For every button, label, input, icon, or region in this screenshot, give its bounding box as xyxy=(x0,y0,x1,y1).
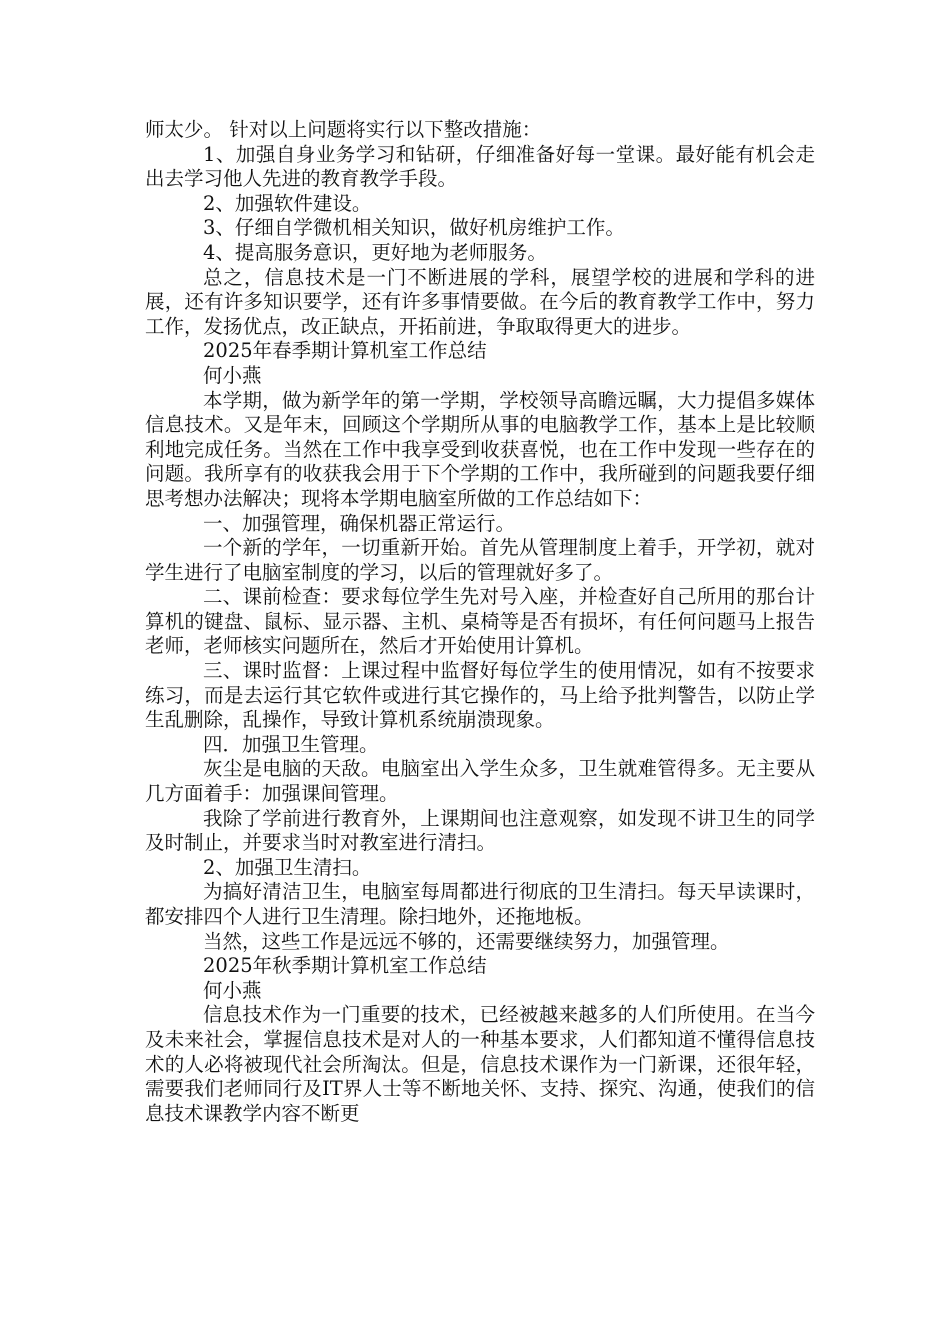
paragraph-spring-closing: 当然，这些工作是远远不够的，还需要继续努力，加强管理。 xyxy=(203,929,730,953)
paragraph-autumn-intro: 信息技术作为一门重要的技术，已经被越来越多的人们所使用。在当今及未来社会，掌握信息技术是对人的一种基本要求，人们都知道不懂得信息技术的人必将被现代社会所淘汰。但是，信息技术课作为一门新课，还很年轻，需要我们老师同行及IT界人士等不断地关怀、支持、探究、沟通，使我们的信息技术课教学内容不断更 xyxy=(145,1003,815,1125)
paragraph-spring-intro: 本学期，做为新学年的第一学期，学校领导高瞻远瞩，大力提倡多媒体信息技术。又是年末，回顾这个学期所从事的电脑教学工作，基本上是比较顺利地完成任务。当然在工作中我享受到收获喜悦，也在工作中发现一些存在的问题。我所享有的收获我会用于下个学期的工作中，我所碰到的问题我要仔细思考想办法解决；现将本学期电脑室所做的工作总结如下： xyxy=(145,388,815,510)
paragraph-item-4: 四．加强卫生管理。 xyxy=(203,732,379,756)
paragraph-intro: 师太少。 针对以上问题将实行以下整改措施： xyxy=(145,118,542,141)
paragraph-item-2: 二、课前检查：要求每位学生先对号入座，并检查好自己所用的那台计算机的键盘、鼠标、显示器、主机、桌椅等是否有损坏，有任何问题马上报告老师，老师核实问题所在，然后才开始使用计算机。 xyxy=(145,585,815,658)
paragraph-education: 我除了学前进行教育外，上课期间也注意观察，如发现不讲卫生的同学及时制止，并要求当时对教室进行清扫。 xyxy=(145,806,815,855)
paragraph-management: 一个新的学年，一切重新开始。首先从管理制度上着手，开学初，就对学生进行了电脑室制度的学习，以后的管理就好多了。 xyxy=(145,536,815,584)
paragraph-measure-2: 2、加强软件建设。 xyxy=(203,191,372,215)
author-name-spring: 何小燕 xyxy=(203,363,262,387)
section-title-spring: 2025年春季期计算机室工作总结 xyxy=(203,339,487,363)
paragraph-item-3: 三、课时监督：上课过程中监督好每位学生的使用情况，如有不按要求练习，而是去运行其它软件或进行其它操作的，马上给予批判警告，以防止学生乱删除，乱操作，导致计算机系统崩溃现象。 xyxy=(145,659,815,732)
author-name-autumn: 何小燕 xyxy=(203,978,262,1002)
paragraph-measure-3: 3、仔细自学微机相关知识，做好机房维护工作。 xyxy=(203,216,625,240)
paragraph-cleaning-heading: 2、加强卫生清扫。 xyxy=(203,855,372,879)
paragraph-dust: 灰尘是电脑的天敌。电脑室出入学生众多，卫生就难管得多。无主要从几方面着手：加强课间管理。 xyxy=(145,757,815,806)
paragraph-item-1: 一、加强管理，确保机器正常运行。 xyxy=(203,511,516,535)
paragraph-measure-1: 1、加强自身业务学习和钻研，仔细准备好每一堂课。最好能有机会走出去学习他人先进的教育教学手段。 xyxy=(145,142,815,191)
document-body xyxy=(145,118,815,1126)
section-title-autumn: 2025年秋季期计算机室工作总结 xyxy=(203,954,487,978)
paragraph-conclusion: 总之，信息技术是一门不断进展的学科，展望学校的进展和学科的进展，还有许多知识要学，还有许多事情要做。在今后的教育教学工作中，努力工作，发扬优点，改正缺点，开拓前进，争取取得更大的进步。 xyxy=(145,265,815,338)
paragraph-measure-4: 4、提高服务意识，更好地为老师服务。 xyxy=(203,240,547,264)
paragraph-cleaning: 为搞好清洁卫生，电脑室每周都进行彻底的卫生清扫。每天早读课时，都安排四个人进行卫生清理。除扫地外，还拖地板。 xyxy=(145,880,815,928)
